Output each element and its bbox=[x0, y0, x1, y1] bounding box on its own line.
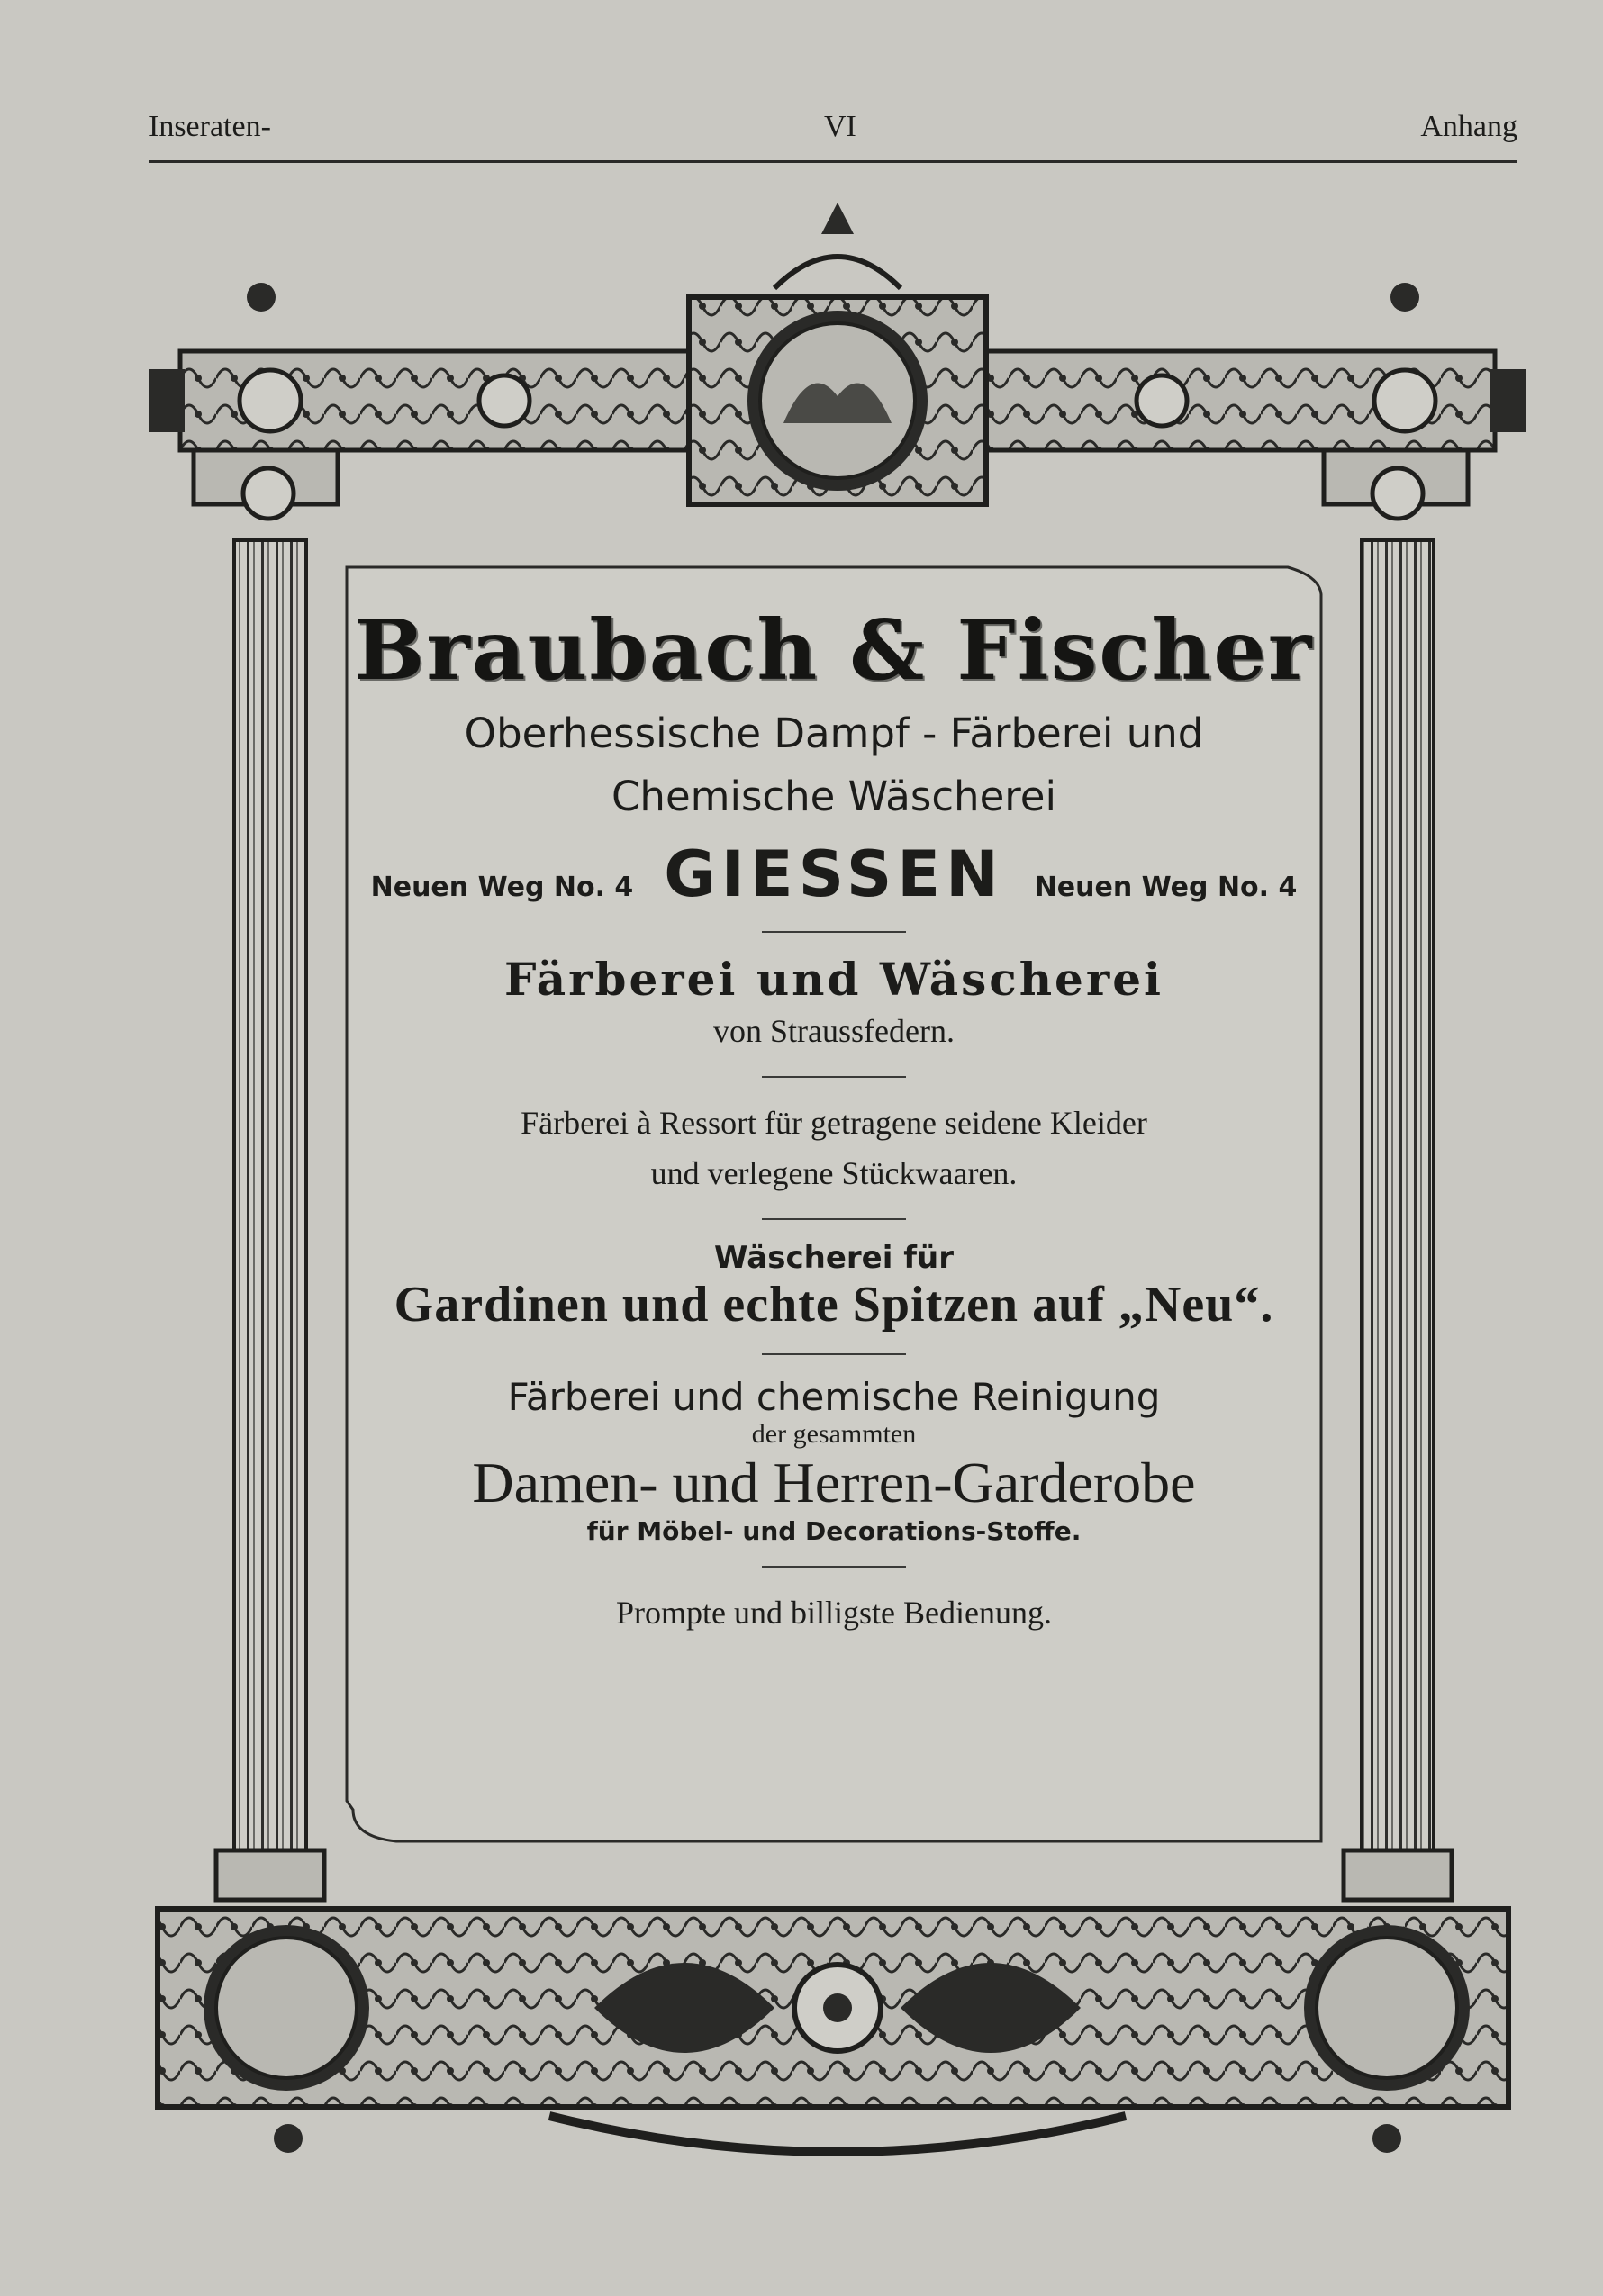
divider bbox=[762, 1076, 906, 1078]
cherub-reader-medallion-icon bbox=[1317, 1938, 1457, 2078]
divider bbox=[762, 1566, 906, 1568]
section1-title: Färberei und Wäscherei bbox=[503, 953, 1164, 1006]
divider bbox=[762, 1218, 906, 1220]
business-type-line2: Chemische Wäscherei bbox=[611, 773, 1056, 820]
address-left: Neuen Weg No. 4 bbox=[370, 872, 634, 903]
finial-icon bbox=[821, 203, 854, 234]
top-entablature bbox=[149, 203, 1526, 504]
address-row bbox=[347, 837, 1321, 911]
section4-line2: der gesammten bbox=[751, 1419, 917, 1449]
divider bbox=[762, 931, 906, 933]
divider bbox=[762, 1353, 906, 1355]
cherub-face-right-icon bbox=[1374, 370, 1435, 431]
section1-sub: von Straussfedern. bbox=[713, 1013, 955, 1049]
rosette-left-icon bbox=[479, 375, 530, 426]
closing-line: Prompte und billigste Bedienung. bbox=[616, 1595, 1052, 1631]
section2-line1: Färberei à Ressort für getragene seidene Kleider bbox=[521, 1105, 1147, 1141]
city: GIESSEN bbox=[664, 837, 1004, 911]
business-type-line1: Oberhessische Dampf - Färberei und bbox=[464, 710, 1204, 757]
header-left: Inseraten- bbox=[149, 110, 271, 143]
advertisement bbox=[347, 567, 1321, 1841]
cherub-musician-medallion-icon bbox=[216, 1938, 357, 2078]
section3-main: Gardinen und echte Spitzen auf „Neu“. bbox=[394, 1277, 1274, 1333]
section4-main: Damen- und Herren-Garderobe bbox=[472, 1451, 1196, 1514]
header-right: Anhang bbox=[1420, 110, 1517, 143]
rosette-right-icon bbox=[1137, 375, 1187, 426]
section3-title: Wäscherei für bbox=[714, 1240, 954, 1276]
cherub-face-left-icon bbox=[240, 370, 301, 431]
section4-line1: Färberei und chemische Reinigung bbox=[507, 1375, 1161, 1419]
left-column bbox=[194, 450, 338, 1900]
bottom-frieze bbox=[158, 1909, 1508, 2153]
company-name: Braubach & Fischer bbox=[354, 601, 1314, 699]
section2-line2: und verlegene Stückwaaren. bbox=[650, 1155, 1018, 1191]
right-column bbox=[1324, 450, 1468, 1900]
section4-sub: für Möbel- und Decorations-Stoffe. bbox=[586, 1516, 1082, 1546]
address-right: Neuen Weg No. 4 bbox=[1034, 872, 1298, 903]
page-number: VI bbox=[824, 110, 856, 143]
